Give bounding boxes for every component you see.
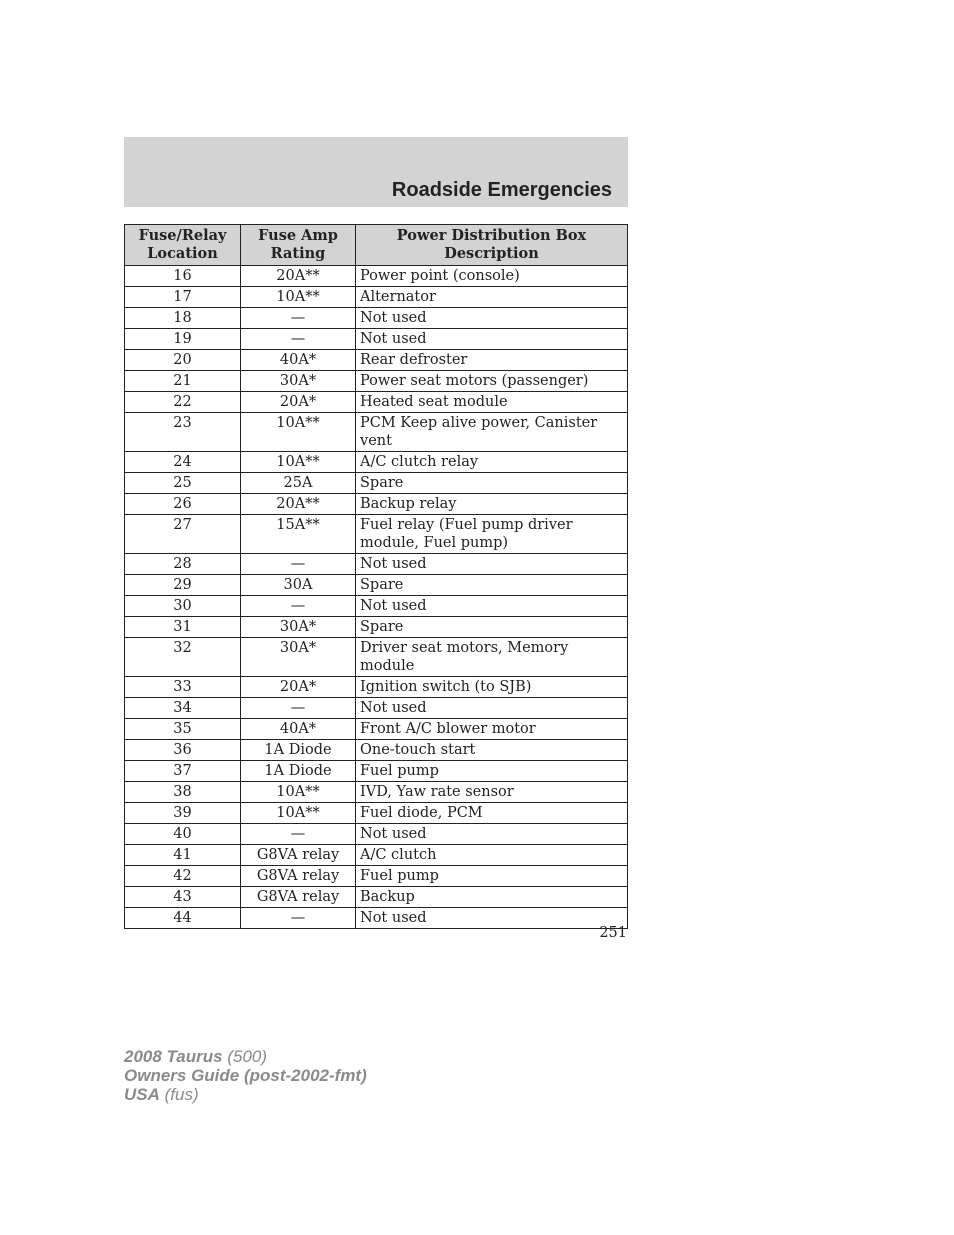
cell-location: 19 bbox=[125, 329, 241, 350]
table-row bbox=[125, 452, 628, 473]
cell-location: 18 bbox=[125, 308, 241, 329]
cell-description: Not used bbox=[356, 698, 628, 719]
table-row bbox=[125, 824, 628, 845]
cell-description: Alternator bbox=[356, 287, 628, 308]
table-row bbox=[125, 515, 628, 554]
table-row bbox=[125, 887, 628, 908]
cell-description: Heated seat module bbox=[356, 392, 628, 413]
cell-rating: 25A bbox=[241, 473, 356, 494]
cell-location: 40 bbox=[125, 824, 241, 845]
cell-location: 37 bbox=[125, 761, 241, 782]
cell-location: 25 bbox=[125, 473, 241, 494]
cell-location: 44 bbox=[125, 908, 241, 929]
footer-model-code: (500) bbox=[227, 1047, 268, 1066]
cell-location: 34 bbox=[125, 698, 241, 719]
cell-rating: 1A Diode bbox=[241, 740, 356, 761]
cell-rating: — bbox=[241, 908, 356, 929]
cell-location: 26 bbox=[125, 494, 241, 515]
cell-rating: — bbox=[241, 824, 356, 845]
cell-rating: — bbox=[241, 554, 356, 575]
table-row bbox=[125, 554, 628, 575]
table-row bbox=[125, 413, 628, 452]
cell-description: Not used bbox=[356, 824, 628, 845]
table-row bbox=[125, 392, 628, 413]
table-row bbox=[125, 473, 628, 494]
cell-description: IVD, Yaw rate sensor bbox=[356, 782, 628, 803]
column-header-description: Power Distribution Box Description bbox=[356, 225, 628, 266]
table-row bbox=[125, 761, 628, 782]
cell-description: Not used bbox=[356, 308, 628, 329]
cell-description: Spare bbox=[356, 473, 628, 494]
cell-location: 29 bbox=[125, 575, 241, 596]
footer-market: USA bbox=[124, 1085, 160, 1104]
cell-description: Fuel pump bbox=[356, 761, 628, 782]
cell-rating: 20A* bbox=[241, 392, 356, 413]
cell-rating: G8VA relay bbox=[241, 887, 356, 908]
column-header-location: Fuse/Relay Location bbox=[125, 225, 241, 266]
cell-location: 41 bbox=[125, 845, 241, 866]
cell-description: Fuel diode, PCM bbox=[356, 803, 628, 824]
cell-description: Not used bbox=[356, 554, 628, 575]
cell-description: Fuel relay (Fuel pump driver module, Fuel pump) bbox=[356, 515, 628, 554]
cell-description: A/C clutch relay bbox=[356, 452, 628, 473]
table-row bbox=[125, 740, 628, 761]
table-row bbox=[125, 266, 628, 287]
cell-rating: 20A* bbox=[241, 677, 356, 698]
cell-location: 38 bbox=[125, 782, 241, 803]
document-footer bbox=[124, 1047, 367, 1104]
cell-description: Power point (console) bbox=[356, 266, 628, 287]
section-header-band bbox=[124, 137, 628, 207]
cell-rating: — bbox=[241, 596, 356, 617]
cell-location: 20 bbox=[125, 350, 241, 371]
table-row bbox=[125, 677, 628, 698]
cell-rating: 30A bbox=[241, 575, 356, 596]
table-row bbox=[125, 908, 628, 929]
table-row bbox=[125, 350, 628, 371]
cell-description: Spare bbox=[356, 575, 628, 596]
cell-location: 22 bbox=[125, 392, 241, 413]
table-header-row bbox=[125, 225, 628, 266]
cell-rating: G8VA relay bbox=[241, 845, 356, 866]
cell-location: 35 bbox=[125, 719, 241, 740]
cell-rating: — bbox=[241, 698, 356, 719]
cell-rating: — bbox=[241, 329, 356, 350]
cell-rating: 40A* bbox=[241, 350, 356, 371]
cell-rating: 10A** bbox=[241, 452, 356, 473]
cell-description: Driver seat motors, Memory module bbox=[356, 638, 628, 677]
table-row bbox=[125, 371, 628, 392]
cell-description: Backup bbox=[356, 887, 628, 908]
table-row bbox=[125, 308, 628, 329]
cell-description: Not used bbox=[356, 329, 628, 350]
table-row bbox=[125, 866, 628, 887]
cell-location: 30 bbox=[125, 596, 241, 617]
cell-location: 42 bbox=[125, 866, 241, 887]
cell-rating: 20A** bbox=[241, 494, 356, 515]
cell-rating: 30A* bbox=[241, 617, 356, 638]
cell-rating: 30A* bbox=[241, 638, 356, 677]
cell-rating: 10A** bbox=[241, 782, 356, 803]
table-row bbox=[125, 575, 628, 596]
table-row bbox=[125, 845, 628, 866]
cell-description: PCM Keep alive power, Canister vent bbox=[356, 413, 628, 452]
cell-rating: 10A** bbox=[241, 287, 356, 308]
cell-description: Ignition switch (to SJB) bbox=[356, 677, 628, 698]
cell-rating: — bbox=[241, 308, 356, 329]
table-row bbox=[125, 494, 628, 515]
cell-rating: 10A** bbox=[241, 413, 356, 452]
table-row bbox=[125, 803, 628, 824]
table-row bbox=[125, 596, 628, 617]
cell-description: Backup relay bbox=[356, 494, 628, 515]
cell-location: 36 bbox=[125, 740, 241, 761]
table-row bbox=[125, 638, 628, 677]
cell-rating: G8VA relay bbox=[241, 866, 356, 887]
table-row bbox=[125, 617, 628, 638]
cell-location: 21 bbox=[125, 371, 241, 392]
column-header-rating: Fuse Amp Rating bbox=[241, 225, 356, 266]
cell-rating: 20A** bbox=[241, 266, 356, 287]
table-row bbox=[125, 782, 628, 803]
cell-rating: 30A* bbox=[241, 371, 356, 392]
cell-description: Spare bbox=[356, 617, 628, 638]
cell-description: Not used bbox=[356, 596, 628, 617]
cell-location: 43 bbox=[125, 887, 241, 908]
cell-location: 32 bbox=[125, 638, 241, 677]
cell-location: 31 bbox=[125, 617, 241, 638]
cell-description: Front A/C blower motor bbox=[356, 719, 628, 740]
footer-model: 2008 Taurus bbox=[124, 1047, 223, 1066]
cell-location: 17 bbox=[125, 287, 241, 308]
cell-description: Not used bbox=[356, 908, 628, 929]
page-number: 251 bbox=[599, 925, 627, 941]
cell-description: One-touch start bbox=[356, 740, 628, 761]
cell-description: Fuel pump bbox=[356, 866, 628, 887]
fuse-table bbox=[124, 224, 628, 929]
cell-description: Rear defroster bbox=[356, 350, 628, 371]
table-row bbox=[125, 287, 628, 308]
cell-rating: 40A* bbox=[241, 719, 356, 740]
section-title: Roadside Emergencies bbox=[391, 179, 612, 201]
cell-location: 16 bbox=[125, 266, 241, 287]
cell-description: A/C clutch bbox=[356, 845, 628, 866]
cell-rating: 1A Diode bbox=[241, 761, 356, 782]
cell-location: 27 bbox=[125, 515, 241, 554]
cell-description: Power seat motors (passenger) bbox=[356, 371, 628, 392]
table-row bbox=[125, 719, 628, 740]
cell-location: 23 bbox=[125, 413, 241, 452]
cell-rating: 10A** bbox=[241, 803, 356, 824]
table-row bbox=[125, 329, 628, 350]
cell-rating: 15A** bbox=[241, 515, 356, 554]
footer-market-code: (fus) bbox=[164, 1085, 199, 1104]
cell-location: 28 bbox=[125, 554, 241, 575]
cell-location: 33 bbox=[125, 677, 241, 698]
table-row bbox=[125, 698, 628, 719]
cell-location: 39 bbox=[125, 803, 241, 824]
cell-location: 24 bbox=[125, 452, 241, 473]
footer-guide: Owners Guide (post-2002-fmt) bbox=[124, 1066, 367, 1085]
